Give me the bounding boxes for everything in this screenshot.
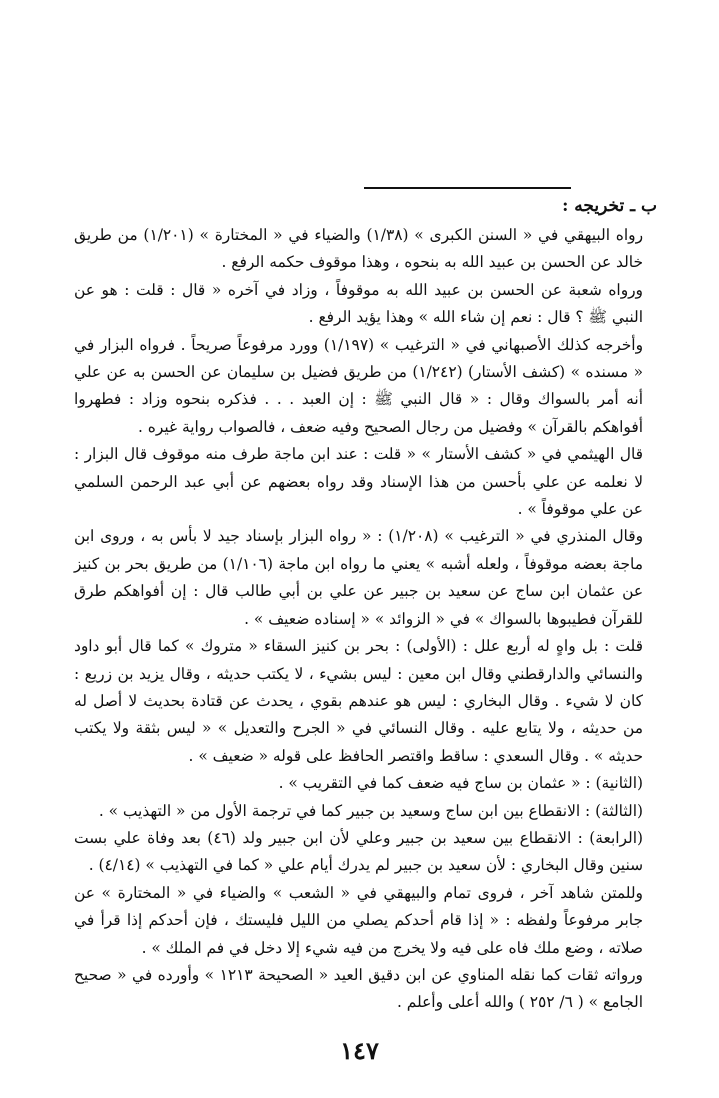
paragraph: (الثالثة) : الانقطاع بين ابن ساج وسعيد بن جبير كما في ترجمة الأول من « التهذيب » .: [98, 801, 643, 820]
footnote-divider-rule: [364, 187, 571, 189]
paragraph: رواه البيهقي في « السنن الكبرى » (١/٣٨) والضياء في « المختارة » (١/٢٠١) من طريق خالد عن الحسن بن عبيد الله به بنحوه ، وهذا موقوف حكمه الرفع .: [74, 226, 644, 272]
paragraph: ورواته ثقات كما نقله المناوي عن ابن دقيق العيد « الصحيحة ١٢١٣ » وأورده في « صحيح الجامع » ( ٦/ ٢٥٢ ) والله أعلى وأعلم .: [74, 965, 643, 1012]
paragraph: وأخرجه كذلك الأصبهاني في « الترغيب » (١/١٩٧) وورد مرفوعاً صريحاً . فرواه البزار في « مسنده » (كشف الأستار) (١/٢٤٢) من طريق فضيل بن سليمان عن الحسن به عن علي أنه أمر بالسواك وقال : « قال النبي ﷺ : إن العبد . . . فذكره بنحوه وزاد : فطهروا أفواهكم بالقرآن » وفضيل من رجال الصحيح وفيه ضعف ، فالصواب رواية غيره .: [74, 335, 643, 436]
paragraph: قلت : بل واهٍ له أربع علل : (الأولى) : بحر بن كنيز السقاء « متروك » كما قال أبو داود والنسائي والدارقطني وقال ابن معين : ليس بشيء ، لا يكتب حديثه ، وقال يزيد بن زريع : كان لا شيء . وقال البخاري : ليس هو عندهم بقوي ، يحدث عن قتادة بحديث لا أصل له من حديثه ، ولا يتابع عليه . وقال النسائي في « الجرح والتعديل » « ليس بثقة ولا يكتب حديثه » . وقال السعدي : ساقط واقتصر الحافظ على قوله « ضعيف » .: [74, 637, 643, 765]
page-number: ١٤٧: [340, 1036, 379, 1065]
paragraph: ورواه شعبة عن الحسن بن عبيد الله به موقوفاً ، وزاد في آخره « قال : قلت : هو عن النبي ﷺ ؟ قال : نعم إن شاء الله » وهذا يؤيد الرفع .: [74, 280, 643, 327]
paragraph: (الرابعة) : الانقطاع بين سعيد بن جبير وعلي لأن ابن جبير ولد (٤٦) بعد وفاة علي بست سنين وقال البخاري : لأن سعيد بن جبير لم يدرك أيام علي « كما في التهذيب » (٤/١٤) .: [74, 828, 644, 875]
paragraph: وقال المنذري في « الترغيب » (١/٢٠٨) : « رواه البزار بإسناد جيد لا بأس به ، وروى ابن ماجة بعضه موقوفاً ، ولعله أشبه » يعني ما رواه ابن ماجة (١/١٠٦) من طريق بحر بن كنيز عن عثمان ابن ساج عن سعيد بن جبير عن علي بن أبي طالب قال : إن أفواهكم طرق للقرآن فطيبوها بالسواك » في « الزوائد » « إسناده ضعيف » .: [74, 527, 644, 628]
body-text: [74, 222, 643, 1017]
paragraph: (الثانية) : « عثمان بن ساج فيه ضعف كما في التقريب » .: [278, 774, 643, 793]
paragraph: وللمتن شاهد آخر ، فروى تمام والبيهقي في « الشعب » والضياء في « المختارة » عن جابر مرفوعاً ولفظه : « إذا قام أحدكم يصلي من الليل فليستك ، فإن أحدكم إذا قرأ في صلاته ، وضع ملك فاه على فيه ولا يخرج من فيه شيء إلا دخل في فم الملك » .: [74, 883, 643, 957]
section-heading: ب ـ تخريجه :: [562, 196, 657, 216]
paragraph: قال الهيثمي في « كشف الأستار » « قلت : عند ابن ماجة طرف منه موقوف قال البزار : لا نعلمه عن علي بأحسن من هذا الإسناد وقد رواه بعضهم عن أبي عبد الرحمن السلمي عن علي موقوفاً » .: [74, 445, 643, 519]
